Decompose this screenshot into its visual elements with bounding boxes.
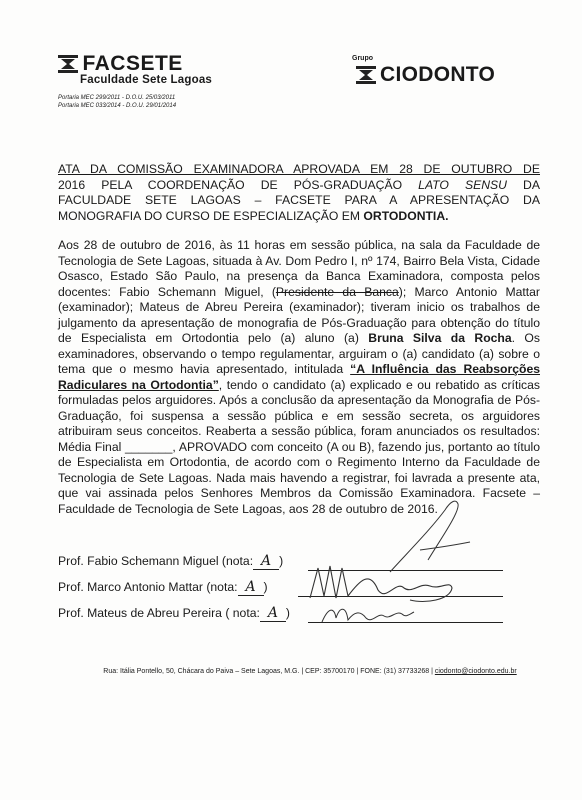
signature-row: Prof. Fabio Schemann Miguel (nota: A ) [58, 553, 540, 579]
portaria-2: Portaria MEC 033/2014 - D.O.U. 29/01/2014 [58, 103, 177, 109]
document-body [58, 238, 540, 517]
ciodonto-emblem-icon [356, 66, 376, 84]
facsete-subtitle: Faculdade Sete Lagoas [80, 74, 213, 86]
footer-email-link[interactable]: ciodonto@ciodonto.edu.br [434, 668, 517, 675]
struck-text: Presidente da Banca [275, 284, 399, 299]
signature-row: Prof. Mateus de Abreu Pereira ( nota: A ) [58, 605, 540, 631]
examiner-label: Prof. Marco Antonio Mattar (nota: [58, 580, 238, 594]
facsete-logo [58, 52, 212, 110]
title-line-1: ATA DA COMISSÃO EXAMINADORA APROVADA EM 28 DE OUTUBRO DE [58, 162, 540, 176]
grade-value: A [238, 579, 264, 596]
body-paragraph: Aos 28 de outubro de 2016, às 11 horas em sessão pública, na sala da Faculdade de Tecnologia de Sete Lagoas, situada à Av. Dom Pedro I, nº 174, Bairro Bela Vista, Cidade Osasco, Estado São Paulo, na presença da Banca Examinadora, composta pelos docentes: Fabio Schemann Miguel, (Presidente da Banca); Marco Antonio Mattar (examinador); Mateus de Abreu Pereira (examinador); tiveram inicio os trabalhos de julgamento da apresentação de monografia de Pós-Graduação para obtenção do título de Especialista em Ortodontia pelo (a) aluno (a) Bruna Silva da Rocha. Os examinadores, observando o tempo regulamentar, arguiram o (a) candidato (a) sobre o tema que o mesmo havia apresentado, intitulada “A Influência das Reabsorções Radiculares na Ortodontia”, tendo o candidato (a) explicado e ou rebatido as críticas formuladas pelos arguidores. Após a conclusão da apresentação da Monografia de Pós-Graduação, foi suspensa a sessão pública e em sessão secreta, os arguidores atribuiram seus conceitos. Reaberta a sessão pública, foram anunciados os resultados: Média Final _______, APROVADO com conceito (A ou B), fazendo jus, portanto ao título de Especialista em Ortodontia, de acordo com o Regimento Interno da Faculdade de Tecnologia de Sete Lagoas. Nada mais havendo a registrar, foi lavrada a presente ata, que vai assinada pelos Senhores Membros da Comissão Examinadora. Facsete – Faculdade de Tecnologia de Sete Lagoas, aos 28 de outubro de 2016. [58, 238, 541, 516]
footer-address [80, 668, 540, 675]
examiner-label: Prof. Fabio Schemann Miguel (nota: [58, 554, 254, 568]
facsete-brand: FACSETE [82, 52, 183, 75]
grade-value: A [253, 553, 279, 570]
footer-address-text: Rua: Itália Pontello, 50, Chácara do Paiva – Sete Lagoas, M.G. | CEP: 35700170 | FONE: (31) 37733268 | [103, 668, 435, 675]
signature-block [58, 553, 540, 631]
thesis-title: “A Influência das Reabsorções Radiculares na Ortodontia” [58, 362, 540, 392]
ciodonto-brand: CIODONTO [380, 63, 496, 86]
signature-row: Prof. Marco Antonio Mattar (nota: A ) [58, 579, 540, 605]
title-line-3: FACULDADE SETE LAGOAS – FACSETE PARA A APRESENTAÇÃO DA [58, 193, 540, 208]
portaria-1: Portaria MEC 299/2011 - D.O.U. 25/03/2011 [58, 95, 176, 101]
document-title [58, 162, 540, 224]
grade-value: A [260, 605, 286, 622]
examiner-label: Prof. Mateus de Abreu Pereira ( nota: [58, 606, 260, 620]
grupo-label: Grupo [352, 55, 373, 62]
facsete-emblem-icon [58, 55, 78, 73]
student-name: Bruna Silva da Rocha [368, 331, 512, 345]
title-line-4: MONOGRAFIA DO CURSO DE ESPECIALIZAÇÃO EM ORTODONTIA. [58, 208, 449, 223]
title-line-2: 2016 PELA COORDENAÇÃO DE PÓS-GRADUAÇÃO LATO SENSU DA [58, 177, 540, 192]
